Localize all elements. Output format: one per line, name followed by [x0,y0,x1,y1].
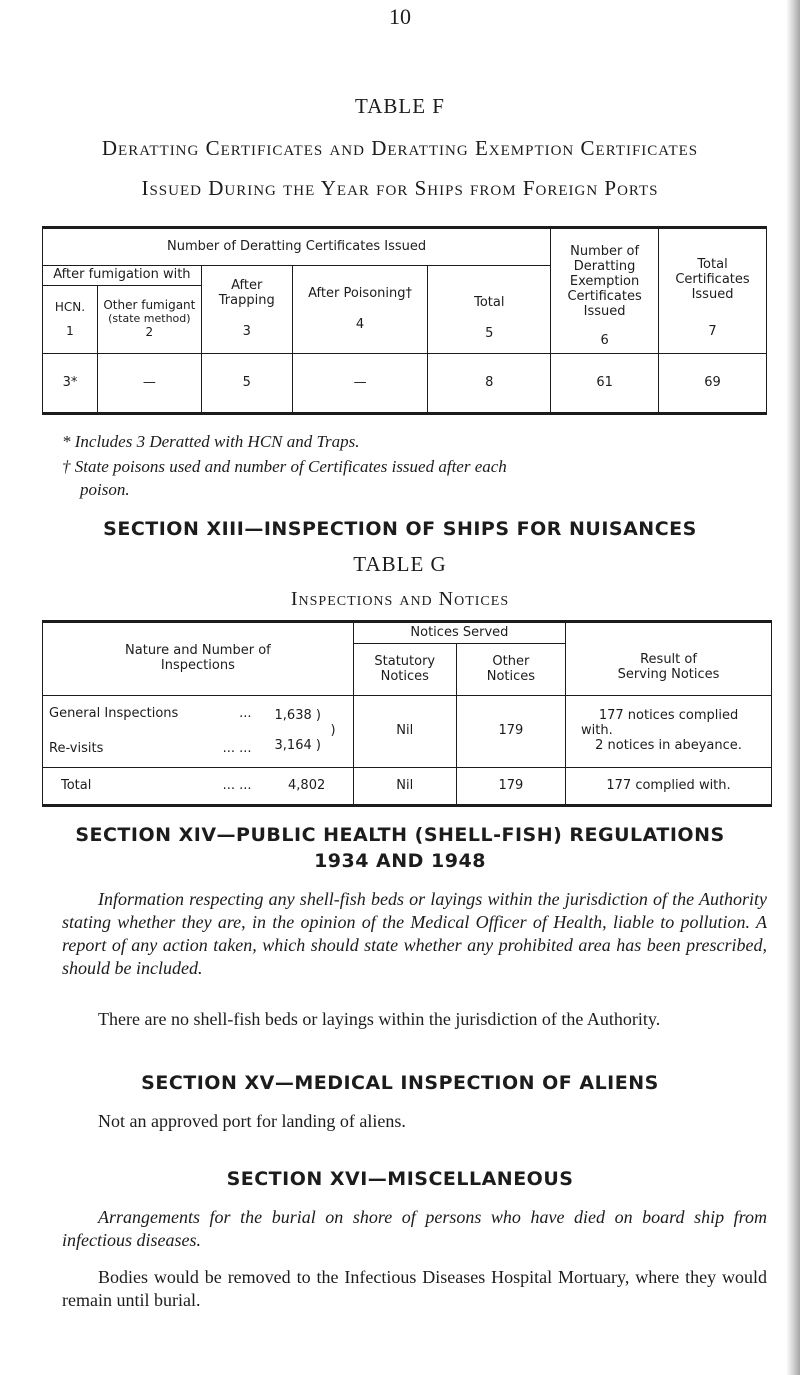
result-line3: 2 notices in abeyance. [595,737,742,753]
section-xiii-heading: SECTION XIII—INSPECTION OF SHIPS FOR NUISANCES [103,518,697,540]
header-other-fumigant [97,286,201,354]
revisits-label: Re-visits [49,740,104,756]
cell-trapping: 5 [201,354,292,414]
result-line1: 177 notices complied [598,708,739,724]
header-nature: Nature and Number of Inspections [43,622,354,696]
general-inspections-label: General Inspections [49,705,179,721]
result-line2: with. [581,723,613,739]
col-num-2: 2 [145,324,154,339]
cell-total-certificates: 69 [659,354,767,414]
page-edge-shadow [786,0,800,1375]
cell-other-fumigant: — [97,354,201,414]
other-fumigant-text: Other fumigant [103,298,196,313]
statutory-value: Nil [353,696,456,768]
total-number: 4,802 [261,768,354,806]
row-general [49,707,258,722]
header-exemption-certificates [551,228,659,354]
page-number: 10 [389,4,411,29]
footnote-dagger-line1: † State poisons used and number of Certificates issued after each [62,457,507,476]
col-num-1: 1 [66,323,74,338]
table-g-heading: TABLE G [353,552,447,576]
col-num-5: 5 [485,325,494,341]
other-value: 179 [456,696,565,768]
section-xvi-heading: SECTION XVI—MISCELLANEOUS [226,1168,574,1190]
col-num-7: 7 [708,323,717,339]
col-num-4: 4 [355,316,365,332]
cell-hcn: 3* [43,354,98,414]
after-trapping-text: After Trapping [218,278,275,309]
section-xiv-heading-line2: 1934 AND 1948 [314,850,486,872]
revisits-number: 3,164 ) [274,737,321,753]
general-inspections-number: 1,638 ) [274,708,321,724]
table-g [42,620,772,807]
header-total-certificates [659,228,767,354]
section-xiv-heading-line1: SECTION XIV—PUBLIC HEALTH (SHELL-FISH) REGULATIONS [75,824,725,846]
header-after-fumigation: After fumigation with [43,266,202,286]
total-label-cell [43,768,261,806]
inspection-labels [43,696,261,768]
header-notices-served: Notices Served [353,622,565,644]
general-inspections-dots: ... [239,705,252,721]
cell-exemption: 61 [551,354,659,414]
footnote-dagger-line2: poison. [80,480,130,499]
header-hcn [43,286,98,354]
header-after-poisoning [292,266,428,354]
section-xvi-body: Bodies would be removed to the Infectious Diseases Hospital Mortuary, where they would remain until burial. [62,1267,767,1310]
section-xv-heading: SECTION XV—MEDICAL INSPECTION OF ALIENS [141,1072,659,1094]
section-xiv-body: There are no shell-fish beds or layings within the jurisdiction of the Authority. [98,1009,661,1029]
total-statutory: Nil [353,768,456,806]
table-g-caption: Inspections and Notices [290,588,510,610]
header-statutory: Statutory Notices [353,644,456,696]
result-value [566,696,772,768]
table-f [42,226,767,415]
total-other: 179 [456,768,565,806]
total-result: 177 complied with. [566,768,772,806]
table-f-heading: TABLE F [355,94,445,118]
revisits-dots: ... ... [222,740,252,756]
table-f-caption-line2: Issued During the Year for Ships from Foreign Ports [141,176,659,200]
header-number-of-deratting: Number of Deratting Certificates Issued [43,228,551,266]
col-num-3: 3 [242,323,251,339]
inspection-numbers [261,696,354,768]
section-xiv-instruction: Information respecting any shell-fish beds or layings within the jurisdiction of the Authority stating whether they are, in the opinion of the Medical Officer of Health, liable to pollution. A report of any action taken, which should state whether any prohibited area has been prescribed, should be included. [62,889,767,978]
state-method-text: (state method) [108,312,191,326]
cell-total: 8 [428,354,551,414]
col-num-6: 6 [600,332,609,348]
after-poisoning-text: After Poisoning† [308,285,412,301]
footnote-star: * Includes 3 Deratted with HCN and Traps. [62,432,360,451]
header-after-trapping [201,266,292,354]
header-result: Result of Serving Notices [566,622,772,696]
header-other: Other Notices [456,644,565,696]
section-xv-body: Not an approved port for landing of aliens. [98,1111,406,1131]
header-total [428,266,551,354]
total-text: Total [474,294,505,310]
hcn-text: HCN. [54,299,86,314]
total-label: Total [61,777,92,793]
total-dots: ... ... [222,777,252,793]
bracket-mid: ) [330,723,336,739]
table-f-caption-line1: Deratting Certificates and Deratting Exemption Certificates [101,136,699,160]
header-exemption-text: Number of Deratting Exemption Certificates Issued [567,244,642,319]
row-revisits [49,742,258,757]
header-total-certificates-text: Total Certificates Issued [675,257,750,302]
cell-poisoning: — [292,354,428,414]
section-xvi-instruction: Arrangements for the burial on shore of persons who have died on board ship from infectious diseases. [62,1207,767,1250]
